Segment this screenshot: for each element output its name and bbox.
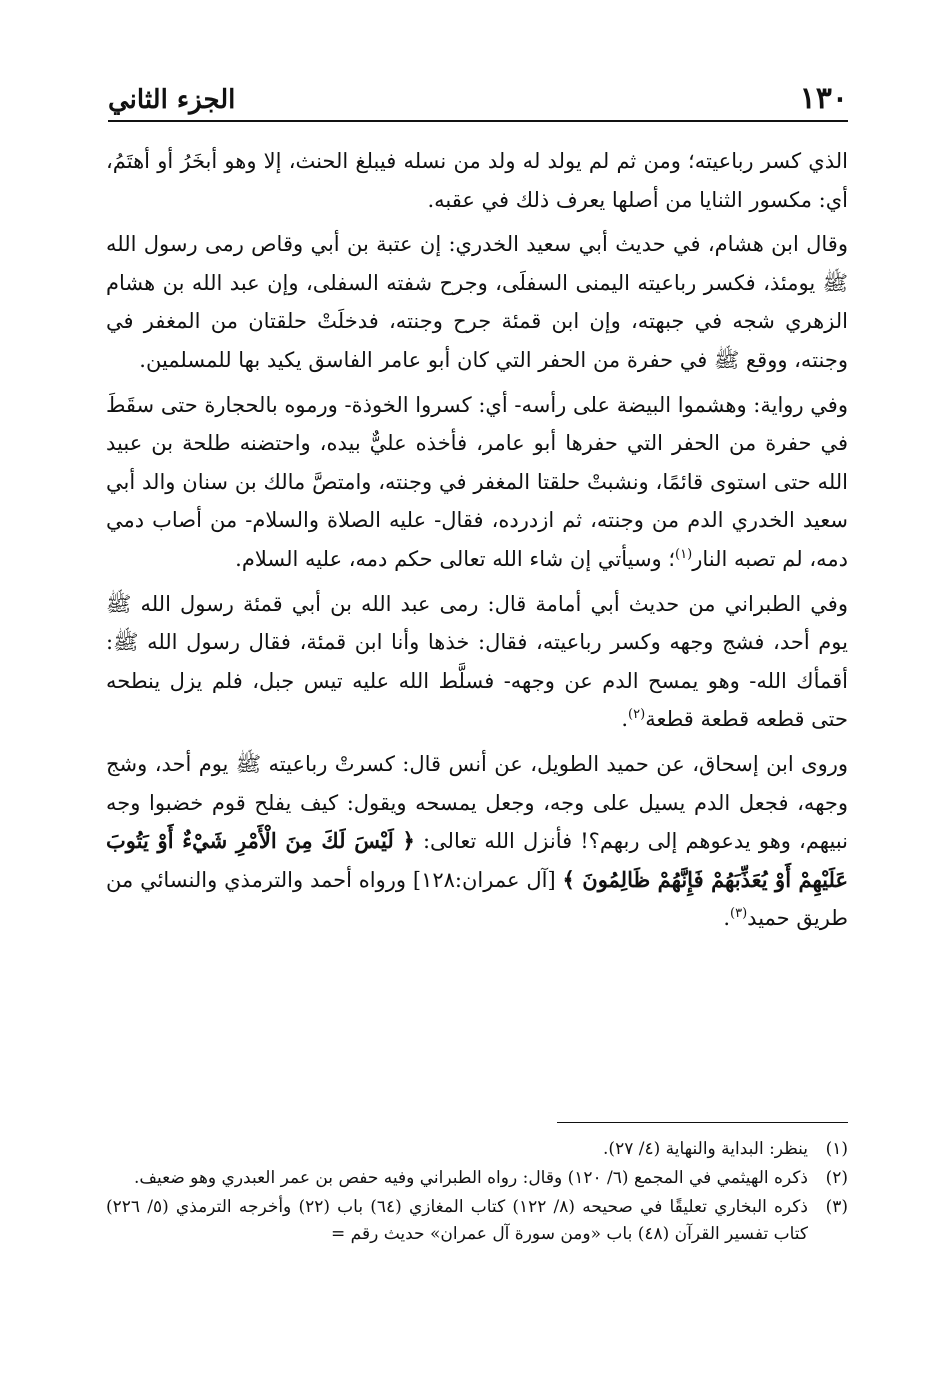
page-header <box>108 78 848 122</box>
paragraph-text: ؛ وسيأتي إن شاء الله تعالى حكم دمه، عليه السلام. <box>235 546 676 571</box>
paragraph-text: وروى ابن إسحاق، عن حميد الطويل، عن أنس قال: كسرتْ رباعيته ﷺ يوم أحد، وشج وجهه، فجعل الدم يسيل على وجه، وجعل يمسحه ويقول: كيف يفلح قوم خضبوا وجه نبيهم، وهو يدعوهم إلى ربهم؟! فأنزل الله تعالى: <box>106 751 849 854</box>
paragraph <box>106 225 848 379</box>
footnote-number: (٣) <box>825 1197 848 1217</box>
footnote-text: ذكره الهيثمي في المجمع (٦/ ١٢٠) وقال: رواه الطبراني وفيه حفص بن عمر العبدري وهو ضعيف. <box>134 1168 808 1188</box>
paragraph <box>106 386 848 579</box>
paragraph-end: . <box>621 707 629 732</box>
footnote-divider <box>557 1122 848 1123</box>
footnote-marker[interactable]: (١) <box>675 546 693 562</box>
footnote <box>106 1136 848 1163</box>
paragraph-end: . <box>723 906 731 931</box>
footnote-text: ذكره البخاري تعليقًا في صحيحه (٨/ ١٢٢) كتاب المغازي (٦٤) باب (٢٢) وأخرجه الترمذي (٥/ ٢٢٦) كتاب تفسير القرآن (٤٨) باب «ومن سورة آل عمران» حديث رقم = <box>106 1197 808 1244</box>
running-title: الجزء الثاني <box>108 85 236 115</box>
footnotes <box>106 1136 848 1250</box>
main-text <box>106 142 848 944</box>
footnote-number: (١) <box>825 1139 848 1159</box>
paragraph-text: [آل عمران:١٢٨] ورواه أحمد والترمذي والنسائي من طريق حميد <box>106 867 848 931</box>
paragraph-text: وفي رواية: وهشموا البيضة على رأسه- أي: كسروا الخوذة- ورموه بالحجارة حتى سقَطَ في حفرة من الحفر التي حفرها أبو عامر، فأخذه عليٌّ بيده، واحتضنه طلحة بن عبيد الله حتى استوى قائمًا، ونشبتْ حلقتا المغفر في وجنته، وامتصَّ مالك بن سنان والد أبي سعيد الخدري الدم من وجنته، ثم ازدرده، فقال- عليه الصلاة والسلام- من أصاب دمي دمه، لم تصبه النار <box>106 392 848 571</box>
quran-verse: ﴿ لَيْسَ لَكَ مِنَ الْأَمْرِ شَيْءٌ أَوْ يَتُوبَ عَلَيْهِمْ أَوْ يُعَذِّبَهُمْ فَإِنَّهُمْ ظَالِمُونَ ﴾ <box>106 828 848 892</box>
paragraph-text: الذي كسر رباعيته؛ ومن ثم لم يولد له ولد من نسله فيبلغ الحنث، إلا وهو أبخَرُ أو أهتَمُ، أي: مكسور الثنايا من أصلها يعرف ذلك في عقبه. <box>106 149 848 212</box>
footnote-text: ينظر: البداية والنهاية (٤/ ٢٧). <box>603 1139 808 1159</box>
footnote-number: (٢) <box>825 1168 848 1188</box>
footnote-marker[interactable]: (٣) <box>730 906 748 922</box>
footnote <box>106 1165 848 1192</box>
footnote-marker[interactable]: (٢) <box>628 707 646 723</box>
paragraph <box>106 142 848 219</box>
paragraph <box>106 745 848 938</box>
paragraph-text: وفي الطبراني من حديث أبي أمامة قال: رمى عبد الله بن أبي قمئة رسول الله ﷺ يوم أحد، فشج وجهه وكسر رباعيته، فقال: خذها وأنا ابن قمئة، فقال رسول الله ﷺ: أقمأك الله- وهو يمسح الدم عن وجهه- فسلَّط الله عليه تيس جبل، فلم يزل ينطحه حتى قطعه قطعة قطعة <box>106 591 848 732</box>
footnote <box>106 1194 848 1248</box>
paragraph <box>106 585 848 739</box>
paragraph-text: وقال ابن هشام، في حديث أبي سعيد الخدري: إن عتبة بن أبي وقاص رمى رسول الله ﷺ يومئذ، فكسر رباعيته اليمنى السفلَى، وجرح شفته السفلى، وإن عبد الله بن هشام الزهري شجه في جبهته، وإن ابن قمئة جرح وجنته، فدخلَتْ حلقتان من المغفر في وجنته، ووقع ﷺ في حفرة من الحفر التي كان أبو عامر الفاسق يكيد بها للمسلمين. <box>106 232 848 372</box>
page-number: ١٣٠ <box>799 81 848 116</box>
